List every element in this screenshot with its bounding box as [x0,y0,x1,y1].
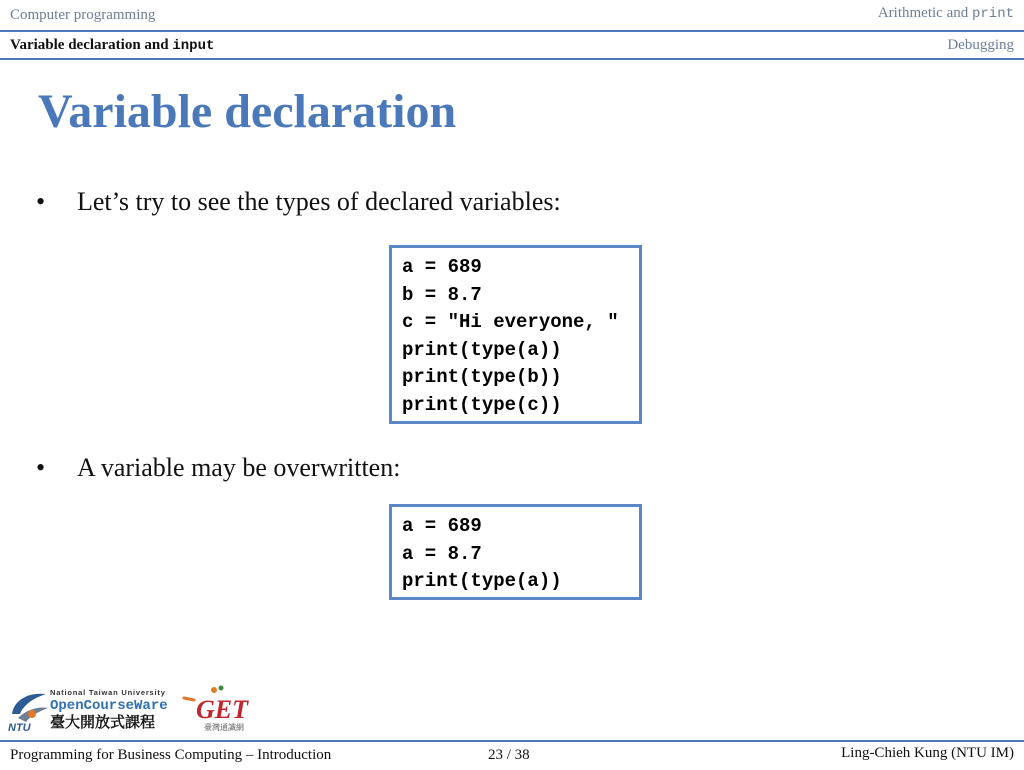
university-name: National Taiwan University [50,688,166,697]
code-line: a = 689 [402,515,482,537]
code-block [389,245,642,424]
get-logo-icon [184,686,249,733]
code-line: a = 8.7 [402,542,482,565]
next-section-link[interactable]: Debugging [947,37,1014,53]
code-line: a = 689 [402,256,482,278]
section-code: print [971,6,1014,22]
bullet-icon: • [36,453,46,482]
footer-bar [0,740,1024,770]
page-number: 23 / 38 [488,747,530,763]
code-line: c = "Hi everyone, " [402,311,619,333]
ntu-globe-icon [12,694,48,722]
chinese-label: 臺大開放式課程 [50,713,156,731]
bullet-text: Let’s try to see the types of declared variables: [77,187,561,216]
get-subtitle: 臺灣通識網 [204,723,244,732]
section-label: Arithmetic and [877,5,972,21]
code-line: print(type(a)) [402,570,562,592]
code-block [389,504,642,600]
ntu-opencourseware-logo[interactable] [8,684,253,734]
code-line: b = 8.7 [402,283,482,306]
footer-author: Ling-Chieh Kung (NTU IM) [841,745,1014,761]
code-line: print(type(b)) [402,366,562,388]
bullet-text: A variable may be overwritten: [77,453,401,482]
footer-course: Programming for Business Computing – Introduction [10,747,332,763]
subsection-code: input [172,38,215,54]
bullet-icon: • [36,187,46,216]
subsection-link[interactable] [10,37,214,54]
slide-title: Variable declaration [38,85,457,138]
ocw-label: OpenCourseWare [50,698,168,714]
top-bar [0,0,1024,32]
subsection-label: Variable declaration and [10,37,173,53]
code-line: print(type(a)) [402,338,562,361]
sub-bar [0,32,1024,60]
get-label: GET [196,695,248,724]
code-line: print(type(c)) [402,393,562,416]
section-link[interactable] [878,5,1014,22]
ntu-label: NTU [8,722,31,734]
course-title[interactable]: Computer programming [10,7,156,23]
